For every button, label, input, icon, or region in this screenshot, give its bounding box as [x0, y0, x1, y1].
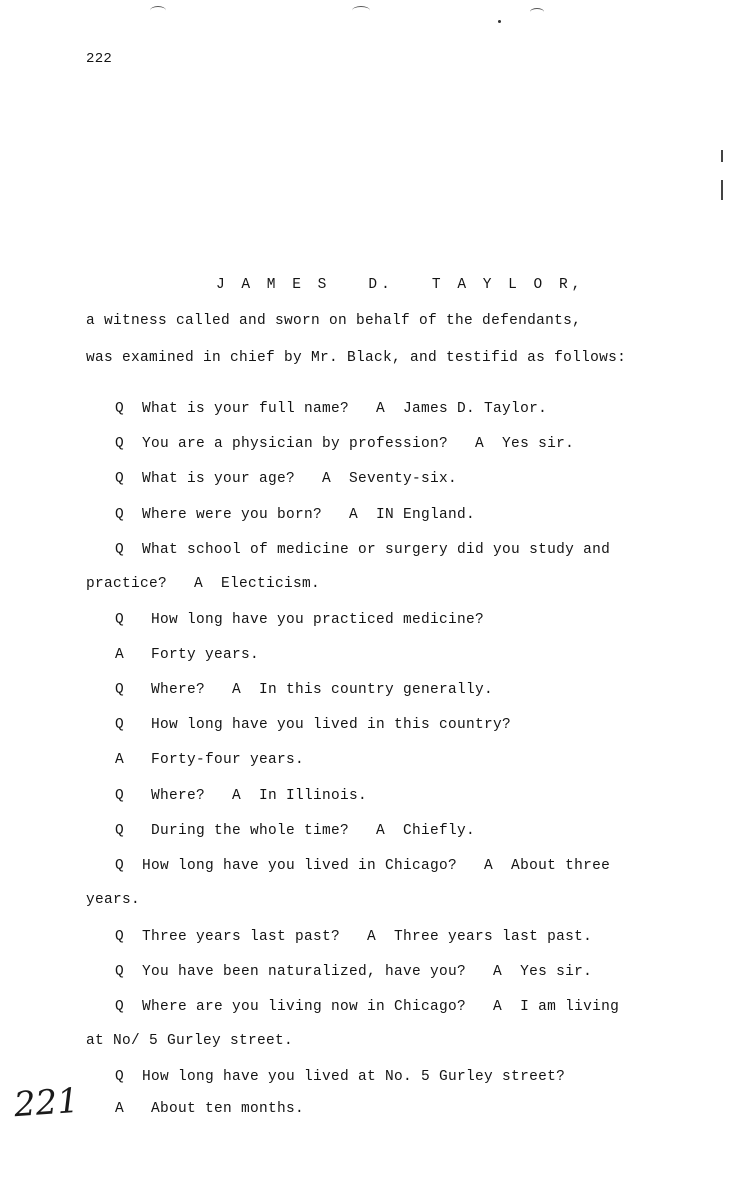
transcript-line: Q How long have you lived in Chicago? A About three: [115, 858, 611, 874]
transcript-line: Q You are a physician by profession? A Yes sir.: [115, 436, 575, 452]
transcript-line: Q Where? A In Illinois.: [115, 788, 368, 804]
intro-line: was examined in chief by Mr. Black, and testifid as follows:: [86, 350, 627, 366]
transcript-line: A Forty years.: [115, 647, 260, 663]
transcript-line: Q During the whole time? A Chiefly.: [115, 823, 476, 839]
witness-name: J A M E S D. T A Y L O R,: [216, 277, 585, 293]
transcript-line: Q You have been naturalized, have you? A Yes sir.: [115, 964, 593, 980]
transcript-line: A Forty-four years.: [115, 752, 305, 768]
transcript-line: Q How long have you lived at No. 5 Gurley street?: [115, 1069, 566, 1085]
margin-mark: [721, 150, 723, 162]
transcript-line: Q Three years last past? A Three years last past.: [115, 929, 593, 945]
transcript-line: years.: [86, 892, 141, 908]
intro-line: a witness called and sworn on behalf of the defendants,: [86, 313, 582, 329]
transcript-line: Q What school of medicine or surgery did you study and: [115, 542, 611, 558]
top-mark: [150, 6, 166, 15]
top-mark: [530, 8, 544, 16]
transcript-line: Q How long have you lived in this country?: [115, 717, 512, 733]
top-mark: [352, 6, 370, 15]
transcript-line: practice? A Electicism.: [86, 576, 321, 592]
transcript-line: Q How long have you practiced medicine?: [115, 612, 485, 628]
handwritten-page-number: 221: [12, 1080, 81, 1126]
transcript-line: Q Where were you born? A IN England.: [115, 507, 476, 523]
transcript-line: Q What is your full name? A James D. Taylor.: [115, 401, 548, 417]
transcript-line: Q Where? A In this country generally.: [115, 682, 494, 698]
speck: [498, 20, 501, 23]
transcript-line: A About ten months.: [115, 1101, 305, 1117]
page-number: 222: [86, 51, 113, 67]
margin-mark: [721, 180, 723, 200]
transcript-line: Q Where are you living now in Chicago? A I am living: [115, 999, 620, 1015]
transcript-line: Q What is your age? A Seventy-six.: [115, 471, 458, 487]
transcript-line: at No/ 5 Gurley street.: [86, 1033, 294, 1049]
